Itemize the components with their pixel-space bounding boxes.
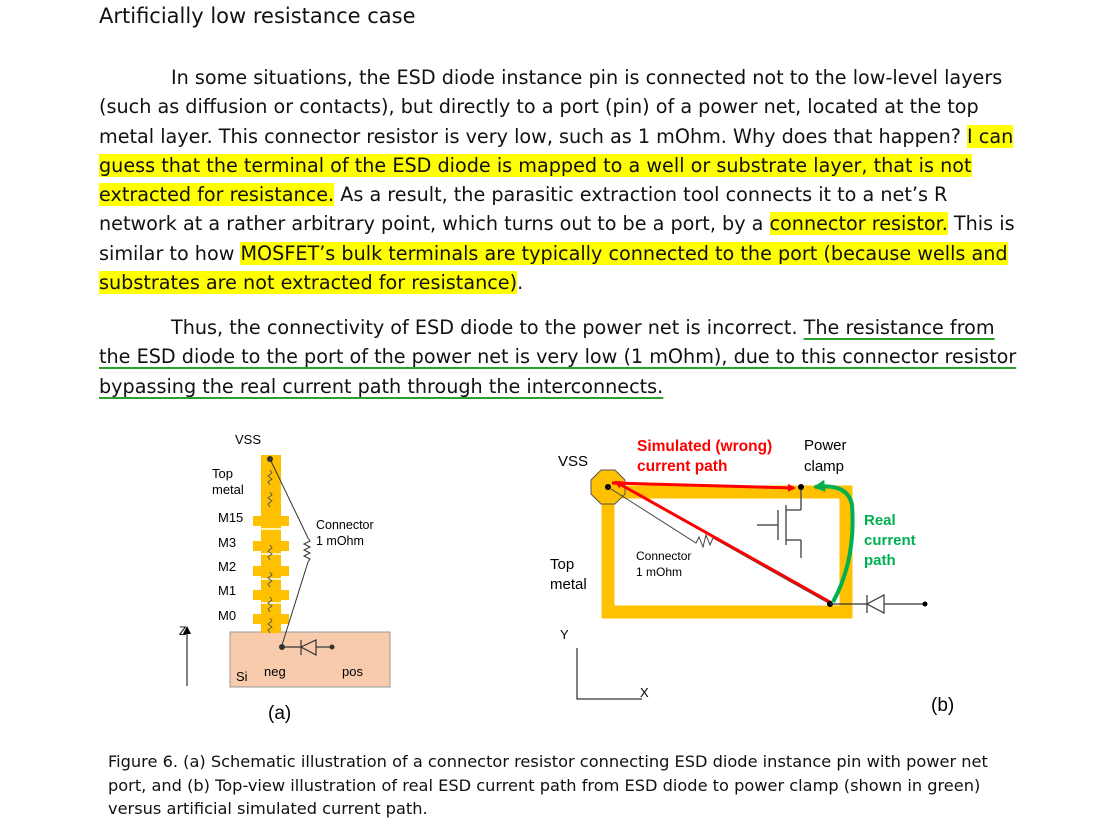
simulated-path-label-2: current path [637,458,728,475]
neg-label: neg [264,664,286,679]
top-metal-label-b: Top [550,556,575,573]
paragraph1-run-0: In some situations, the ESD diode instance pin is connected not to the low-level layers (such as diffusion or contacts), but directly to a port (pin) of a power net, located at the top metal layer. This connector resistor is very low, such as 1 mOhm. Why does that happen? [99,66,1003,148]
si-label: Si [236,669,248,684]
connector-resistor-b [608,487,830,604]
layer-label-m0: M0 [218,608,237,623]
panel-b [550,437,954,716]
top-metal-label-b-2: metal [550,576,587,593]
vss-label-a: VSS [235,432,262,447]
xy-axes [577,648,642,699]
connector-value-a: 1 mOhm [316,534,364,548]
clamp-node-dot [798,484,804,490]
power-clamp-label: Power [804,437,847,454]
x-axis-label: X [640,685,649,700]
pos-label: pos [342,664,363,679]
paragraph1-run-6: . [517,271,524,295]
connector-value-b: 1 mOhm [636,565,683,579]
vss-label-b: VSS [558,453,589,470]
paragraph2-run-1: The resistance from the ESD diode to the port of the power net is very low (1 mOhm), due to this connector resistor bypassing the real current path through the interconnects. [99,316,1017,398]
layer-label-m15: M15 [218,510,244,525]
paragraph2-run-0: Thus, the connectivity of ESD diode to the power net is incorrect. [171,316,804,339]
vss-node-dot [267,456,273,462]
real-path-label-3: path [864,552,896,569]
z-axis-label: Z [179,624,187,638]
layer-label-m1: M1 [218,583,237,598]
paragraph1-run-3: connector resistor. [769,212,948,236]
diode-end-dot [923,602,928,607]
panel-a [179,432,390,724]
section-heading: Artificially low resistance case [99,4,416,28]
pos-node-dot [330,645,335,650]
y-axis-label: Y [560,627,569,642]
top-metal-label-a: Top [212,466,233,481]
paragraph1-run-2: As a result, the parasitic extraction tool connects it to a net’s R network at a rather arbitrary point, which turns out to be a port, by a [99,183,948,236]
panel-a-label: (a) [268,703,292,724]
simulated-path-label: Simulated (wrong) [637,438,773,455]
paragraph1-run-4: This is similar to how [99,212,1015,265]
layer-label-m3: M3 [218,535,237,550]
power-clamp-label-2: clamp [804,458,845,475]
layer-label-m2: M2 [218,559,237,574]
connector-label-a: Connector [316,518,374,532]
top-metal-label-a-2: metal [212,482,244,497]
real-path-label: Real [864,512,896,529]
silicon-substrate [230,632,390,687]
panel-b-label: (b) [931,695,955,716]
simulated-path-diagonal [616,482,830,602]
paragraph1-run-1: I can guess that the terminal of the ESD diode is mapped to a well or substrate layer, that is not extracted for resistance. [99,124,1014,207]
paragraph1-run-5: MOSFET’s bulk terminals are typically connected to the port (because wells and substrates are not extracted for resistance) [99,241,1008,295]
figure-caption: Figure 6. (a) Schematic illustration of a connector resistor connecting ESD diode instance pin with power net port, and (b) Top-view illustration of real ESD current path from ESD diode to power clamp (shown in green) versus artificial simulated current path. [108,752,988,819]
real-path-label-2: current [864,532,916,549]
connector-label-b: Connector [636,549,692,563]
